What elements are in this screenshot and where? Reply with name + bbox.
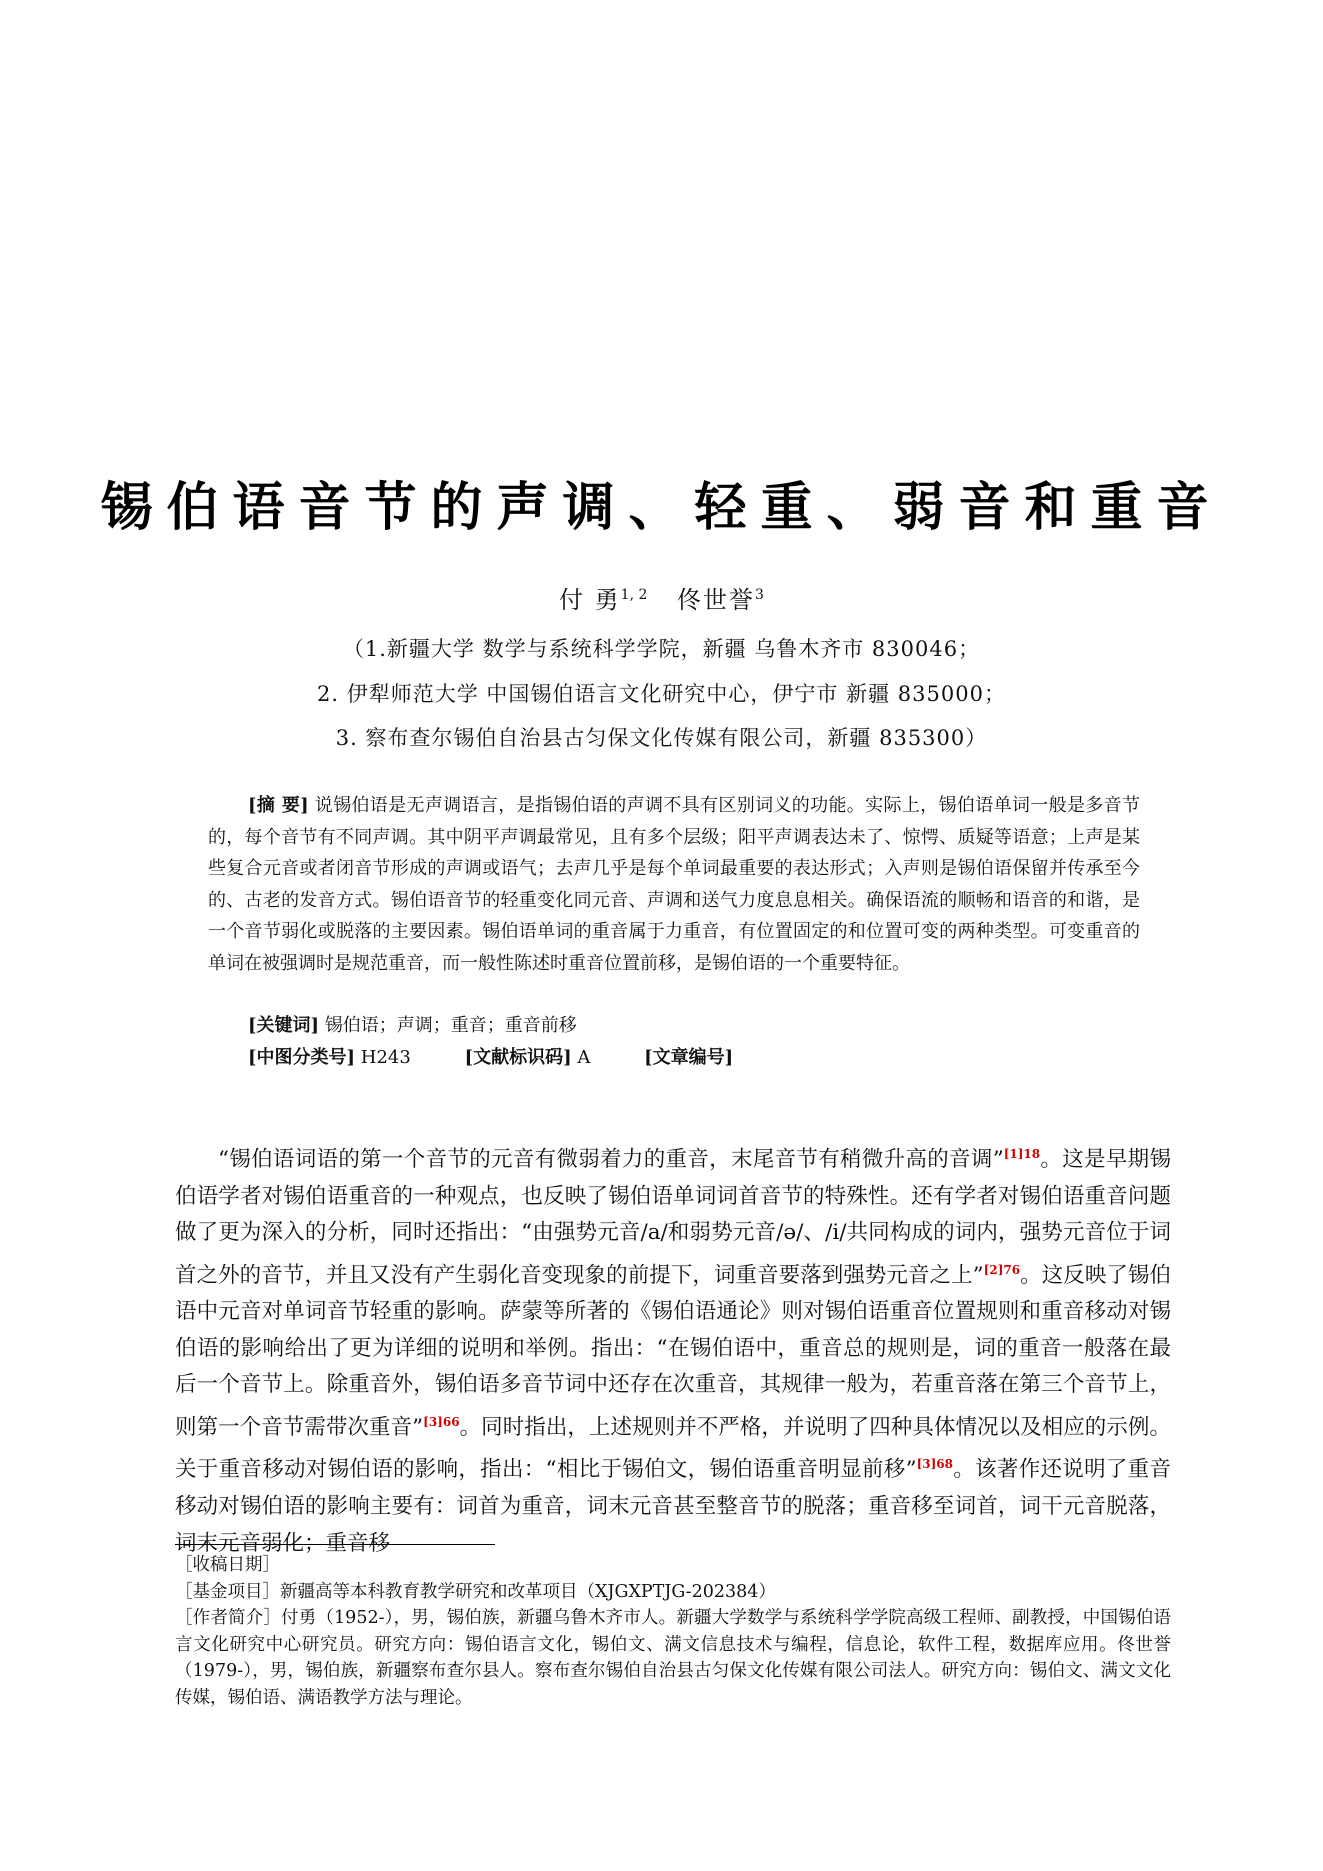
footnote-received: ［收稿日期］	[175, 1555, 280, 1575]
classification-line	[248, 1043, 757, 1069]
author-line	[0, 580, 1323, 615]
article-number-label: [文章编号]	[644, 1047, 734, 1068]
keywords-label: [关键词]	[248, 1015, 320, 1036]
author-affil-sup: 1, 2	[620, 587, 648, 603]
abstract-text: 说锡伯语是无声调语言，是指锡伯语的声调不具有区别词义的功能。实际上，锡伯语单词一般是多音节的，每个音节有不同声调。其中阴平声调最常见，且有多个层级；阳平声调表达未了、惊愕、质疑等语意；上声是某些复合元音或者闭音节形成的声调或语气；去声几乎是每个单词最重要的表达形式；入声则是锡伯语保留并传承至今的、古老的发音方式。锡伯语音节的轻重变化同元音、声调和送气力度息息相关。确保语流的顺畅和语音的和谐，是一个音节弱化或脱落的主要因素。锡伯语单词的重音属于力重音，有位置固定的和位置可变的两种类型。可变重音的单词在被强调时是规范重音，而一般性陈述时重音位置前移，是锡伯语的一个重要特征。	[208, 795, 1140, 974]
citation-link[interactable]: [2]76	[983, 1262, 1021, 1277]
abstract	[208, 790, 1140, 979]
body-text-segment: 。这是早期锡伯语学者对锡伯语重音的一种观点，也反映了锡伯语单词词首音节的特殊性。还有学者对锡伯语重音问题做了更为深入的分析，同时还指出：“由强势元音/a/和弱势元音/ə/、/i/共同构成的词内，强势元音位于词首之外的音节，并且又没有产生弱化音变现象的前提下，词重音要落到强势元音之上”	[175, 1147, 1171, 1288]
citation-link[interactable]: [3]68	[916, 1457, 953, 1472]
keywords	[248, 1011, 577, 1037]
keywords-text: 锡伯语；声调；重音；重音前移	[324, 1015, 577, 1036]
body-text-segment: “锡伯语词语的第一个音节的元音有微弱着力的重音，末尾音节有稍微升高的音调”	[218, 1147, 1004, 1173]
footnote-divider	[175, 1544, 495, 1545]
abstract-label: [摘 要]	[248, 795, 309, 816]
body-paragraph	[175, 1136, 1171, 1562]
author-2	[677, 586, 764, 614]
doc-code-value: A	[577, 1047, 591, 1068]
body-text-segment: 。这反映了锡伯语中元音对单词音节轻重的影响。萨蒙等所著的《锡伯语通论》则对锡伯语重音位置规则和重音移动对锡伯语的影响给出了更为详细的说明和举例。指出：“在锡伯语中，重音总的规则是，词的重音一般落在最后一个音节上。除重音外，锡伯语多音节词中还存在次重音，其规律一般为，若重音落在第三个音节上，则第一个音节需带次重音”	[175, 1262, 1171, 1440]
citation-link[interactable]: [1]18	[1003, 1147, 1041, 1161]
author-name: 佟世誉	[677, 586, 756, 614]
author-1	[559, 586, 647, 614]
author-name: 付 勇	[559, 586, 621, 614]
affiliation-2: 2. 伊犁师范大学 中国锡伯语言文化研究中心，伊宁市 新疆 835000；	[317, 682, 1006, 706]
footnotes	[175, 1552, 1171, 1711]
footnote-bio: ［作者简介］付勇（1952-），男，锡伯族，新疆乌鲁木齐市人。新疆大学数学与系统科学学院高级工程师、副教授，中国锡伯语言文化研究中心研究员。研究方向：锡伯语言文化，锡伯文、满文信息技术与编程，信息论，软件工程，数据库应用。佟世誉（1979-），男，锡伯族，新疆察布查尔县人。察布查尔锡伯自治县古匀保文化传媒有限公司法人。研究方向：锡伯文、满文文化传媒，锡伯语、满语教学方法与理论。	[175, 1608, 1171, 1708]
body-text-segment: 。同时指出，上述规则并不严格，并说明了四种具体情况以及相应的示例。关于重音移动对锡伯语的影响，指出：“相比于锡伯文，锡伯语重音明显前移”	[175, 1414, 1171, 1483]
author-affil-sup: 3	[755, 587, 764, 603]
affiliation-1: （1.新疆大学 数学与系统科学学院，新疆 乌鲁木齐市 830046；	[342, 637, 981, 661]
citation-link[interactable]: [3]66	[423, 1414, 460, 1429]
doc-code-label: [文献标识码]	[464, 1047, 572, 1068]
paper-title: 锡伯语音节的声调、轻重、弱音和重音	[100, 478, 1223, 538]
body-text-segment: 。该著作还说明了重音移动对锡伯语的影响主要有：词首为重音，词末元音甚至整音节的脱落；重音移至词首，词干元音脱落，词末元音弱化；重音移	[175, 1457, 1171, 1556]
clc-label: [中图分类号]	[248, 1047, 356, 1068]
clc-value: H243	[360, 1047, 411, 1068]
affiliation-3: 3. 察布查尔锡伯自治县古匀保文化传媒有限公司，新疆 835300）	[335, 726, 988, 750]
footnote-fund: ［基金项目］新疆高等本科教育教学研究和改革项目（XJGXPTJG-202384）	[175, 1581, 776, 1602]
